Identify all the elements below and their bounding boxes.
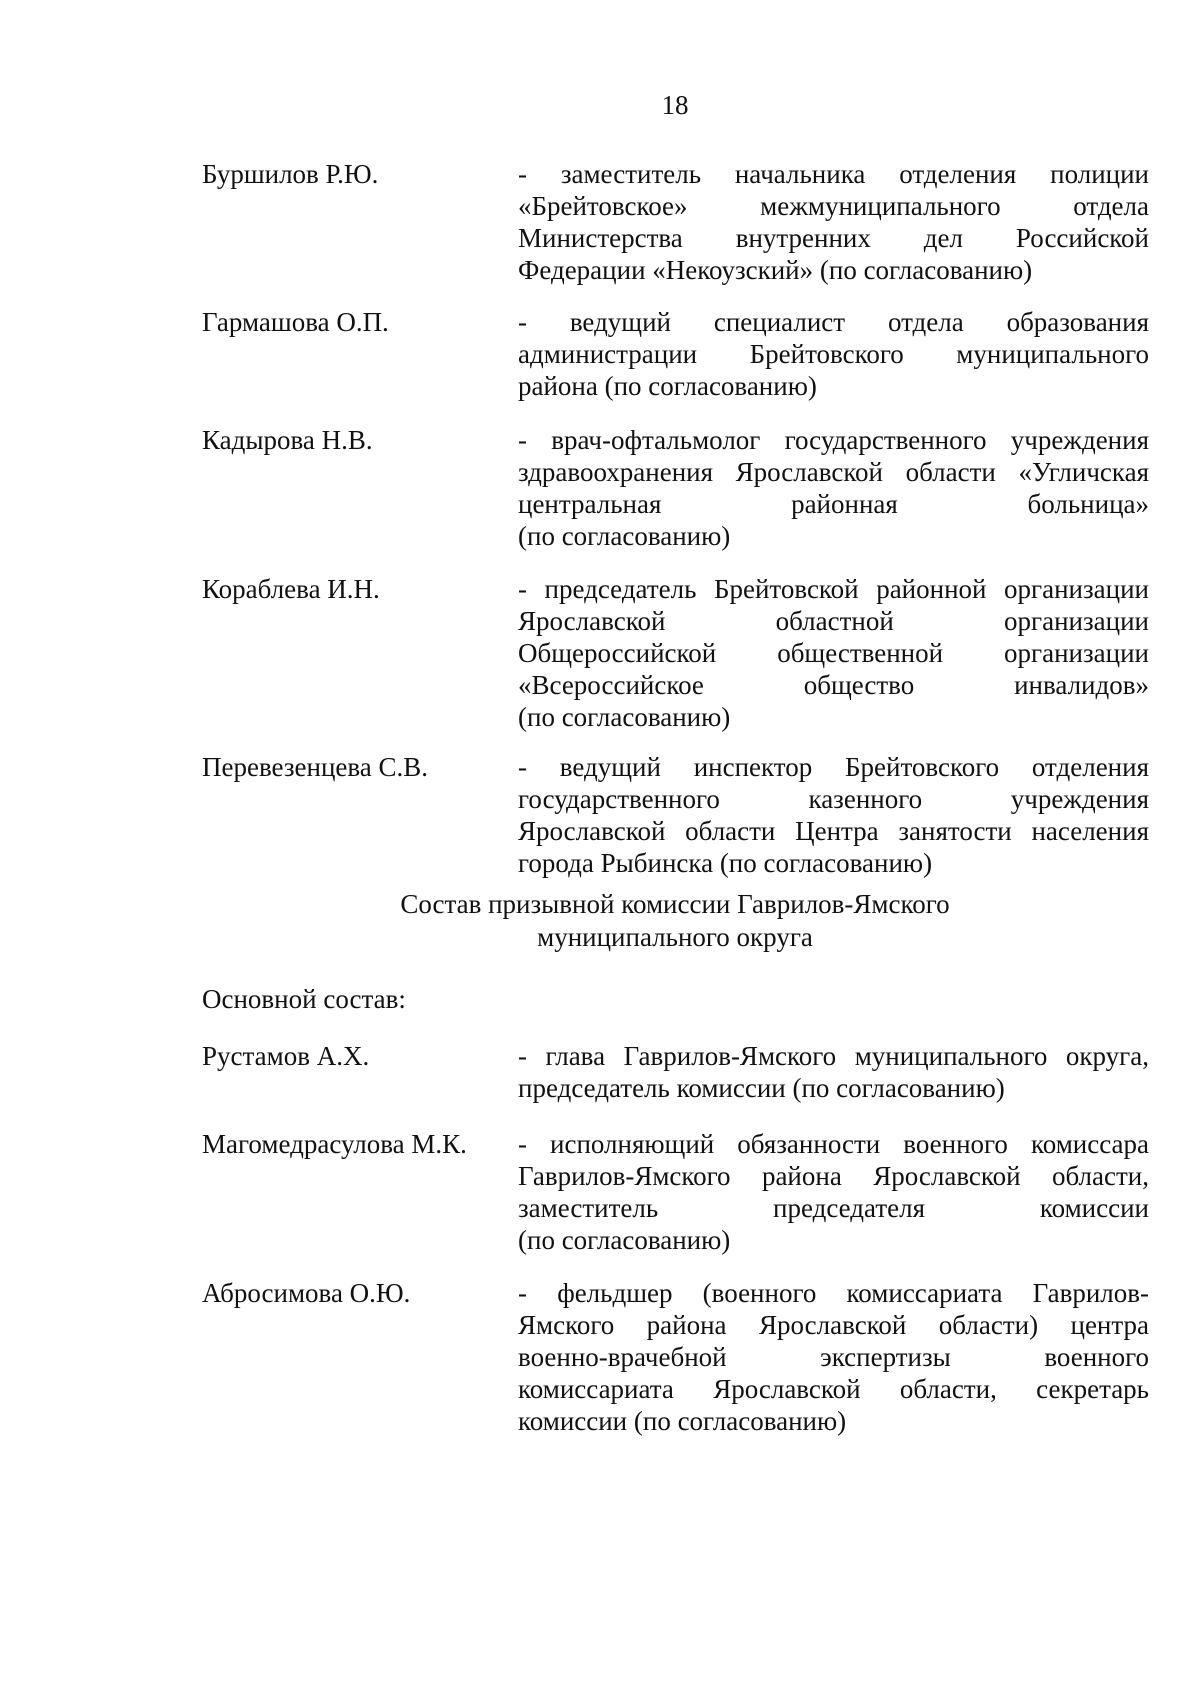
member-position [518, 573, 1149, 733]
position-line: (по согласованию) [518, 702, 731, 732]
member-position [518, 1277, 1149, 1437]
position-line: администрации Брейтовского муниципального [518, 339, 1149, 369]
position-line: центральная районная больница» [518, 489, 1149, 519]
member-position [518, 424, 1149, 552]
position-line: - председатель Брейтовской районной организации [518, 574, 1149, 604]
position-line: - заместитель начальника отделения полиции [518, 159, 1149, 189]
position-line: «Брейтовское» межмуниципального отдела [518, 191, 1149, 221]
position-line: - фельдшер (военного комиссариата Гаврилов- [518, 1278, 1149, 1308]
member-name: Абросимова О.Ю. [202, 1278, 411, 1308]
position-line: Министерства внутренних дел Российской [518, 223, 1149, 253]
position-line: - ведущий инспектор Брейтовского отделения [518, 752, 1149, 782]
position-line: Ярославской области Центра занятости населения [518, 816, 1149, 846]
position-line: - исполняющий обязанности военного комиссара [518, 1129, 1149, 1159]
section-title: Состав призывной комиссии Гаврилов-Ямского [400, 889, 950, 919]
member-name: Буршилов Р.Ю. [202, 159, 379, 189]
position-line: района (по согласованию) [518, 371, 817, 401]
member-position [518, 1040, 1149, 1104]
position-line: заместитель председателя комиссии [518, 1193, 1149, 1223]
member-name: Кораблева И.Н. [202, 574, 380, 604]
member-position [518, 1128, 1149, 1256]
position-line: здравоохранения Ярославской области «Угличская [518, 457, 1149, 487]
member-name: Рустамов А.Х. [202, 1041, 370, 1071]
position-line: Ямского района Ярославской области) центра [518, 1310, 1149, 1340]
position-line: военно-врачебной экспертизы военного [518, 1342, 1149, 1372]
section-title-continuation: муниципального округа [537, 922, 813, 952]
position-line: (по согласованию) [518, 521, 731, 551]
member-name: Магомедрасулова М.К. [202, 1129, 467, 1159]
position-line: Ярославской областной организации [518, 606, 1149, 636]
position-line: комиссариата Ярославской области, секретарь [518, 1374, 1149, 1404]
position-line: комиссии (по согласованию) [518, 1406, 847, 1436]
position-line: «Всероссийское общество инвалидов» [518, 670, 1149, 700]
member-name: Кадырова Н.В. [202, 425, 373, 455]
position-line: - врач-офтальмолог государственного учреждения [518, 425, 1149, 455]
position-line: Общероссийской общественной организации [518, 638, 1149, 668]
position-line: государственного казенного учреждения [518, 784, 1149, 814]
page-number: 18 [661, 90, 689, 120]
member-position [518, 306, 1149, 402]
position-line: Федерации «Некоузский» (по согласованию) [518, 255, 1033, 285]
position-line: - ведущий специалист отдела образования [518, 307, 1149, 337]
position-line: - глава Гаврилов-Ямского муниципального округа, [518, 1041, 1149, 1071]
subsection-label: Основной состав: [202, 984, 406, 1014]
position-line: председатель комиссии (по согласованию) [518, 1073, 1005, 1103]
position-line: города Рыбинска (по согласованию) [518, 848, 933, 878]
member-name: Гармашова О.П. [202, 307, 389, 337]
member-name: Перевезенцева С.В. [202, 752, 429, 782]
position-line: Гаврилов-Ямского района Ярославской области, [518, 1161, 1149, 1191]
member-position [518, 751, 1149, 879]
position-line: (по согласованию) [518, 1225, 731, 1255]
member-position [518, 158, 1149, 286]
